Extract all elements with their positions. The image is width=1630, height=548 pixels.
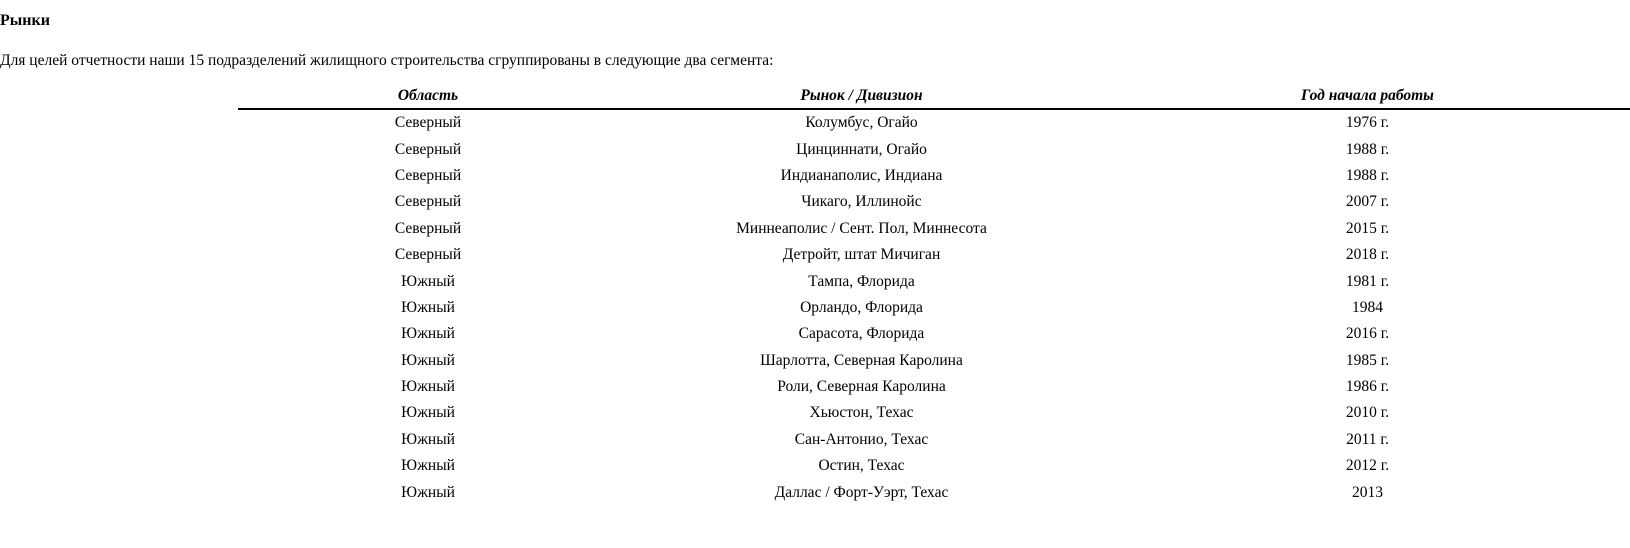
cell-region: Южный — [401, 378, 455, 396]
cell-region: Южный — [401, 457, 455, 475]
table-row — [238, 242, 1630, 268]
cell-market: Хьюстон, Техас — [809, 404, 914, 422]
cell-market: Даллас / Форт-Уэрт, Техас — [774, 483, 949, 501]
cell-year: 2016 г. — [1345, 325, 1390, 343]
table-row — [238, 321, 1630, 347]
cell-market: Шарлотта, Северная Каролина — [760, 351, 963, 369]
cell-year: 2013 — [1352, 483, 1383, 501]
cell-year: 1981 г. — [1345, 272, 1390, 290]
cell-region: Южный — [401, 351, 455, 369]
cell-market: Сан-Антонио, Техас — [794, 430, 929, 448]
cell-market: Орландо, Флорида — [800, 298, 923, 316]
table-row — [238, 400, 1630, 426]
table-row — [238, 189, 1630, 215]
table-row — [238, 427, 1630, 453]
cell-region: Южный — [401, 483, 455, 501]
table-row — [238, 348, 1630, 374]
cell-market: Тампа, Флорида — [808, 272, 915, 290]
cell-region: Южный — [401, 430, 455, 448]
cell-year: 1985 г. — [1345, 351, 1390, 369]
cell-region: Северный — [394, 193, 462, 211]
cell-year: 2018 г. — [1345, 246, 1390, 264]
column-header-year: Год начала работы — [1105, 84, 1630, 109]
table-body — [238, 109, 1630, 506]
cell-year: 1988 г. — [1345, 166, 1390, 184]
cell-region: Северный — [394, 166, 462, 184]
cell-market: Детройт, штат Мичиган — [782, 246, 941, 264]
cell-market: Колумбус, Огайо — [805, 114, 918, 132]
column-header-region: Область — [238, 84, 618, 109]
table-row — [238, 109, 1630, 136]
cell-year: 2015 г. — [1345, 219, 1390, 237]
column-header-market: Рынок / Дивизион — [618, 84, 1105, 109]
table-row — [238, 268, 1630, 294]
cell-region: Северный — [394, 140, 462, 158]
cell-market: Индианаполис, Индиана — [780, 166, 943, 184]
cell-market: Миннеаполис / Сент. Пол, Миннесота — [736, 219, 987, 237]
cell-market: Остин, Техас — [818, 457, 905, 475]
intro-paragraph: Для целей отчетности наши 15 подразделений жилищного строительства сгруппированы в следующие два сегмента: — [0, 52, 774, 69]
cell-year: 2012 г. — [1345, 457, 1390, 475]
cell-region: Северный — [394, 114, 462, 132]
cell-year: 2011 г. — [1346, 430, 1389, 448]
cell-year: 2007 г. — [1345, 193, 1390, 211]
table-row — [238, 216, 1630, 242]
table-row — [238, 479, 1630, 505]
table-row — [238, 374, 1630, 400]
cell-market: Роли, Северная Каролина — [777, 378, 946, 396]
cell-year: 1976 г. — [1345, 114, 1390, 132]
cell-region: Южный — [401, 325, 455, 343]
section-heading: Рынки — [0, 12, 50, 29]
cell-region: Северный — [394, 219, 462, 237]
cell-market: Чикаго, Иллинойс — [801, 193, 922, 211]
table-row — [238, 453, 1630, 479]
cell-region: Южный — [401, 404, 455, 422]
table-row — [238, 136, 1630, 162]
cell-region: Южный — [401, 298, 455, 316]
cell-year: 1986 г. — [1345, 378, 1390, 396]
cell-market: Цинциннати, Огайо — [796, 140, 927, 158]
table-header-row — [238, 84, 1630, 109]
table-row — [238, 295, 1630, 321]
cell-year: 1984 — [1352, 298, 1383, 316]
cell-market: Сарасота, Флорида — [798, 325, 925, 343]
table-row — [238, 163, 1630, 189]
cell-year: 2010 г. — [1345, 404, 1390, 422]
cell-region: Южный — [401, 272, 455, 290]
cell-year: 1988 г. — [1345, 140, 1390, 158]
cell-region: Северный — [394, 246, 462, 264]
markets-table — [238, 84, 1630, 506]
